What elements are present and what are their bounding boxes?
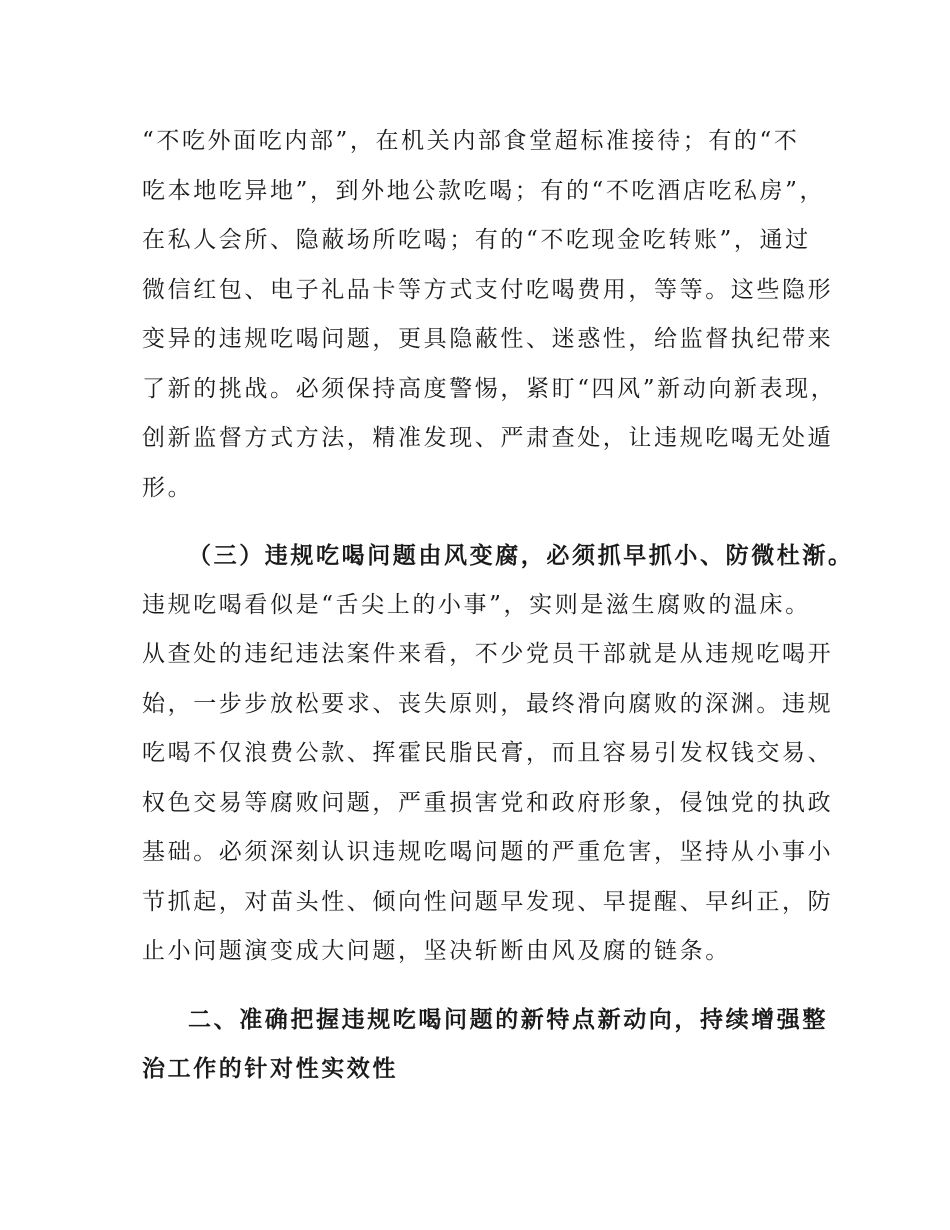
paragraph-hidden-dining (142, 117, 837, 513)
text-line: 基础。必须深刻认识违规吃喝问题的严重危害，坚持从小事小 (142, 839, 834, 865)
section-heading-two (142, 995, 832, 1094)
text-line: 吃本地吃异地”，到外地公款吃喝；有的“不吃酒店吃私房”， (142, 177, 826, 204)
text-line: 了新的挑战。必须保持高度警惕，紧盯“四风”新动向新表现， (142, 375, 837, 402)
text-line: 权色交易等腐败问题，严重损害党和政府形象，侵蚀党的执政 (142, 789, 834, 816)
text-line: 始，一步步放松要求、丧失原则，最终滑向腐败的深渊。违规 (142, 690, 834, 717)
text-line: 止小问题演变成大问题，坚决斩断由风及腐的链条。 (142, 938, 731, 964)
paragraph-spacer (142, 977, 832, 995)
section-heading-line: 二、准确把握违规吃喝问题的新特点新动向，持续增强整 (188, 1005, 828, 1033)
text-line: 在私人会所、隐蔽场所吃喝；有的“不吃现金吃转账”，通过 (142, 227, 811, 253)
subsection-heading: （三）违规吃喝问题由风变腐，必须抓早抓小、防微杜渐。 (188, 542, 854, 569)
text-line: 违规吃喝看似是“舌尖上的小事”，实则是滋生腐败的温床。 (142, 591, 811, 618)
section-heading-line: 治工作的针对性实效性 (142, 1055, 398, 1082)
text-line: 形。 (142, 474, 194, 501)
text-line: “不吃外面吃内部”，在机关内部食堂超标准接待；有的“不 (142, 128, 800, 154)
text-line: 吃喝不仅浪费公款、挥霍民脂民膏，而且容易引发权钱交易、 (142, 740, 834, 766)
document-body (142, 117, 854, 1094)
paragraph-corruption (142, 531, 854, 977)
text-line: 微信红包、电子礼品卡等方式支付吃喝费用，等等。这些隐形 (142, 276, 834, 303)
text-line: 创新监督方式方法，精准发现、严肃查处，让违规吃喝无处遁 (142, 425, 834, 451)
text-line: 变异的违规吃喝问题，更具隐蔽性、迷惑性，给监督执纪带来 (142, 326, 834, 352)
paragraph-spacer (142, 513, 832, 531)
text-line: 节抓起，对苗头性、倾向性问题早发现、早提醒、早纠正，防 (142, 888, 834, 915)
text-line: 从查处的违纪违法案件来看，不少党员干部就是从违规吃喝开 (142, 641, 834, 667)
